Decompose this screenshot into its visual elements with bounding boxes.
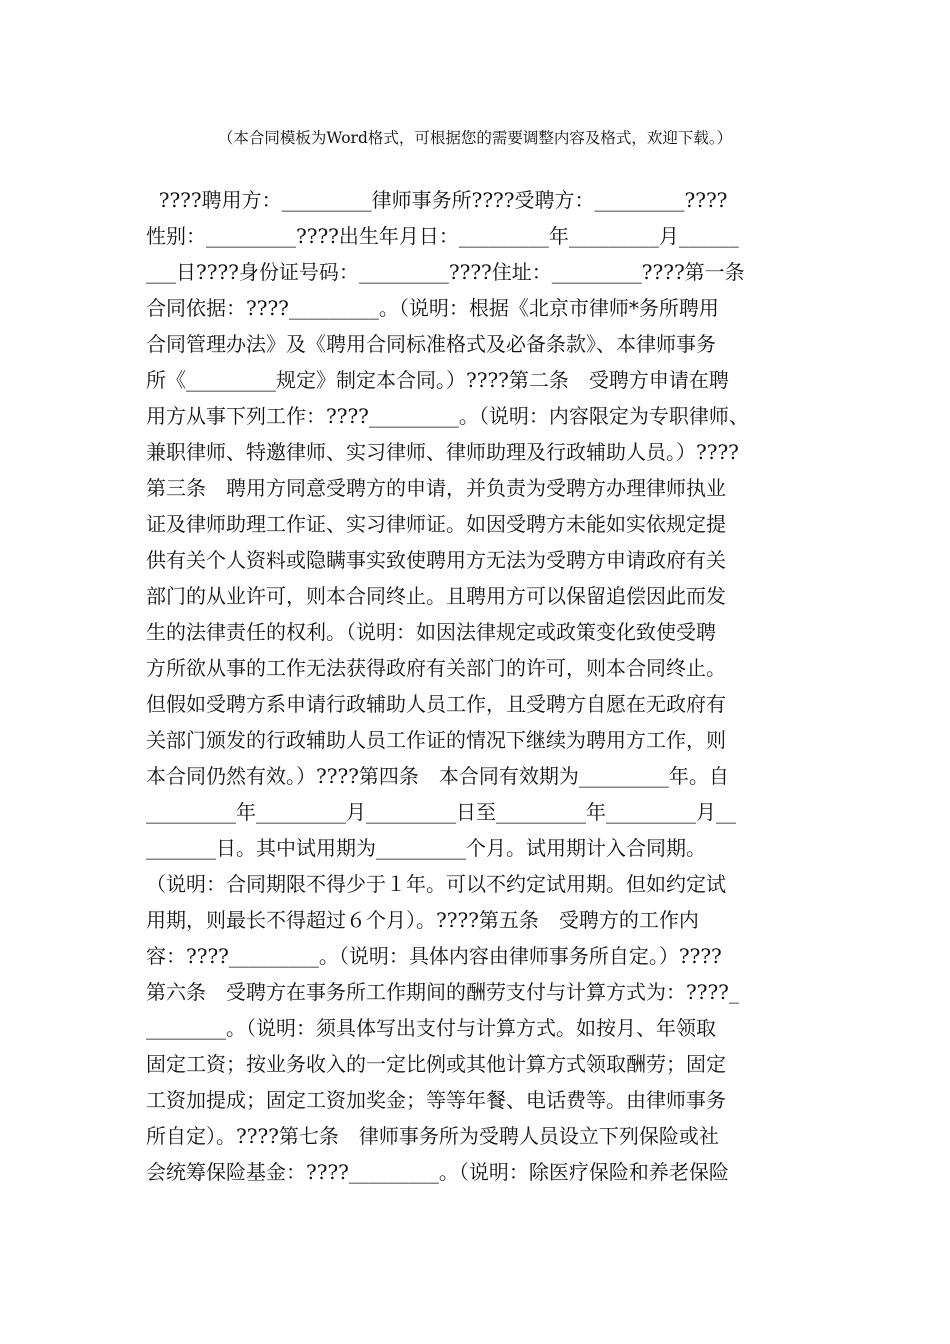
text-line: 本合同仍然有效。）????第四条 本合同有效期为_________年。自 <box>146 764 729 788</box>
text-line: 所《_________规定》制定本合同。）????第二条 受聘方申请在聘 <box>146 368 729 392</box>
text-line: _______日。其中试用期为_________个月。试用期计入合同期。 <box>146 836 706 860</box>
text-line: 但假如受聘方系申请行政辅助人员工作，且受聘方自愿在无政府有 <box>146 692 726 716</box>
text-line: 合同管理办法》及《聘用合同标准格式及必备条款》、本律师事务 <box>146 332 716 356</box>
text-line: ___日????身份证号码：_________????住址：_________????第一条 <box>146 260 745 284</box>
text-line: 第六条 受聘方在事务所工作期间的酬劳支付与计算方式为：????_ <box>146 980 739 1004</box>
text-line: 部门的从业许可，则本合同终止。且聘用方可以保留追偿因此而发 <box>146 584 726 608</box>
text-line: 工资加提成；固定工资加奖金；等等年餐、电话费等。由律师事务 <box>146 1088 726 1112</box>
text-line: ????聘用方：_________律师事务所????受聘方：_________???? <box>146 188 728 212</box>
text-line: 会统筹保险基金：????_________。（说明：除医疗保险和养老保险 <box>146 1160 729 1184</box>
text-line: 合同依据：????_________。（说明：根据《北京市律师*务所聘用 <box>146 296 719 320</box>
text-line: 兼职律师、特邀律师、实习律师、律师助理及行政辅助人员。）???? <box>146 440 739 464</box>
text-line: 所自定）。????第七条 律师事务所为受聘人员设立下列保险或社 <box>146 1124 719 1148</box>
text-line: 方所欲从事的工作无法获得政府有关部门的许可，则本合同终止。 <box>146 656 726 680</box>
text-line: （说明：合同期限不得少于１年。可以不约定试用期。但如约定试 <box>146 872 726 896</box>
text-line: 证及律师助理工作证、实习律师证。如因受聘方未能如实依规定提 <box>146 512 726 536</box>
text-line: 用期，则最长不得超过６个月）。????第五条 受聘方的工作内 <box>146 908 699 932</box>
template-note: （本合同模板为Word格式，可根据您的需要调整内容及格式，欢迎下载。） <box>217 129 733 147</box>
text-line: 用方从事下列工作：????_________。（说明：内容限定为专职律师、 <box>146 404 749 428</box>
text-line: _________年_________月_________日至_________年_________月__ <box>146 800 736 824</box>
text-line: 关部门颁发的行政辅助人员工作证的情况下继续为聘用方工作，则 <box>146 728 726 752</box>
text-line: 性别：_________????出生年月日：_________年_________月______ <box>146 224 739 248</box>
text-line: 生的法律责任的权利。（说明：如因法律规定或政策变化致使受聘 <box>146 620 716 644</box>
text-line: 容：????_________。（说明：具体内容由律师事务所自定。）???? <box>146 944 722 968</box>
contract-body <box>146 182 816 1190</box>
text-line: 固定工资；按业务收入的一定比例或其他计算方式领取酬劳；固定 <box>146 1052 726 1076</box>
text-line: 供有关个人资料或隐瞒事实致使聘用方无法为受聘方申请政府有关 <box>146 548 726 572</box>
text-line: 第三条 聘用方同意受聘方的申请，并负责为受聘方办理律师执业 <box>146 476 726 500</box>
text-line: ________。（说明：须具体写出支付与计算方式。如按月、年领取 <box>146 1016 716 1040</box>
